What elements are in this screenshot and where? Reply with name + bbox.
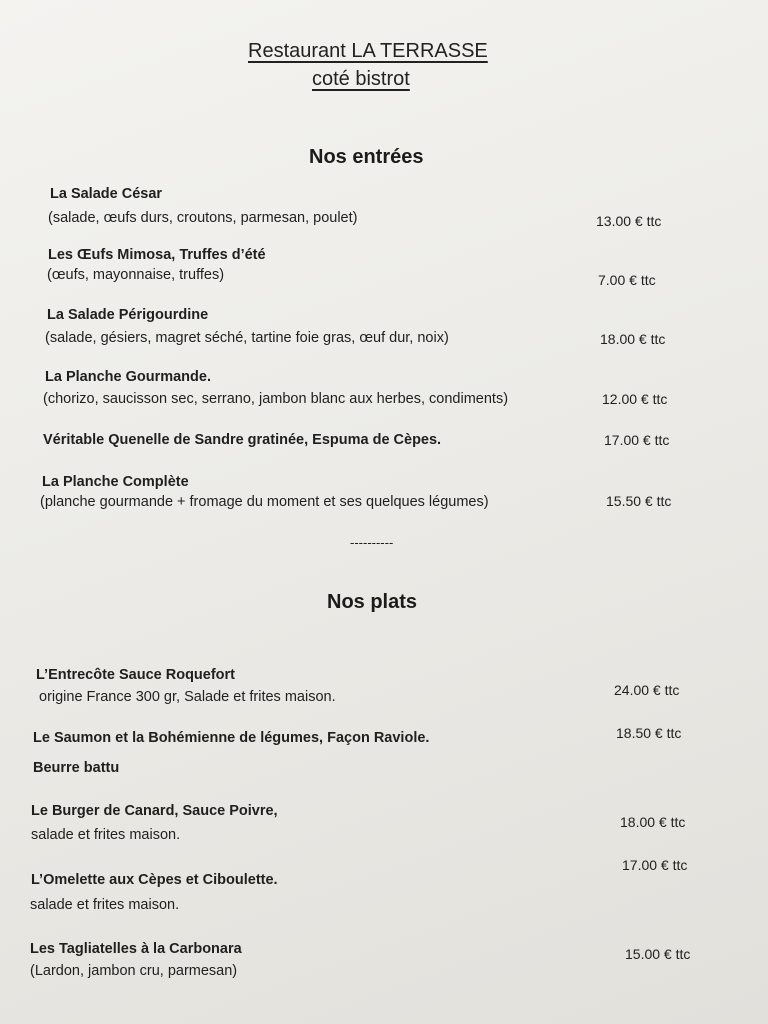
- plat-name: L’Entrecôte Sauce Roquefort: [36, 667, 236, 683]
- entree-name: Véritable Quenelle de Sandre gratinée, Espuma de Cèpes.: [43, 432, 442, 448]
- restaurant-subtitle: coté bistrot: [312, 68, 410, 90]
- entree-name: Les Œufs Mimosa, Truffes d’été: [48, 247, 266, 263]
- entree-price: 15.50 € ttc: [606, 493, 672, 509]
- entree-desc: (salade, œufs durs, croutons, parmesan, poulet): [48, 210, 358, 226]
- plat-price: 15.00 € ttc: [625, 946, 691, 962]
- plat-price: 24.00 € ttc: [614, 682, 680, 698]
- section-title-plats: Nos plats: [327, 591, 418, 613]
- entree-name: La Planche Complète: [42, 474, 189, 490]
- plat-desc: origine France 300 gr, Salade et frites maison.: [39, 689, 336, 705]
- entree-name: La Salade César: [50, 186, 163, 202]
- entree-desc: (chorizo, saucisson sec, serrano, jambon blanc aux herbes, condiments): [43, 391, 509, 407]
- plat-price: 18.00 € ttc: [620, 814, 686, 830]
- entree-price: 18.00 € ttc: [600, 331, 666, 347]
- plat-name: Le Burger de Canard, Sauce Poivre,: [31, 803, 278, 819]
- plat-desc: salade et frites maison.: [31, 827, 181, 843]
- plat-desc: (Lardon, jambon cru, parmesan): [30, 963, 238, 979]
- entree-price: 17.00 € ttc: [604, 432, 670, 448]
- plat-name-line2: Beurre battu: [33, 760, 120, 776]
- plat-price: 17.00 € ttc: [622, 857, 688, 873]
- section-title-entrees: Nos entrées: [309, 146, 424, 168]
- entree-price: 7.00 € ttc: [598, 272, 656, 288]
- entree-price: 13.00 € ttc: [596, 213, 662, 229]
- plat-price: 18.50 € ttc: [616, 725, 682, 741]
- restaurant-name: Restaurant LA TERRASSE: [248, 40, 488, 62]
- entree-desc: (salade, gésiers, magret séché, tartine foie gras, œuf dur, noix): [45, 330, 449, 346]
- plat-name: Le Saumon et la Bohémienne de légumes, Façon Raviole.: [33, 730, 430, 746]
- plat-name: L’Omelette aux Cèpes et Ciboulette.: [31, 872, 278, 888]
- entree-price: 12.00 € ttc: [602, 391, 668, 407]
- entree-desc: (œufs, mayonnaise, truffes): [47, 267, 225, 283]
- plat-desc: salade et frites maison.: [30, 897, 180, 913]
- entree-name: La Planche Gourmande.: [45, 369, 211, 385]
- plat-name: Les Tagliatelles à la Carbonara: [30, 941, 242, 957]
- entree-desc: (planche gourmande + fromage du moment et ses quelques légumes): [40, 494, 489, 510]
- entree-name: La Salade Périgourdine: [47, 307, 209, 323]
- section-separator: ----------: [350, 535, 394, 550]
